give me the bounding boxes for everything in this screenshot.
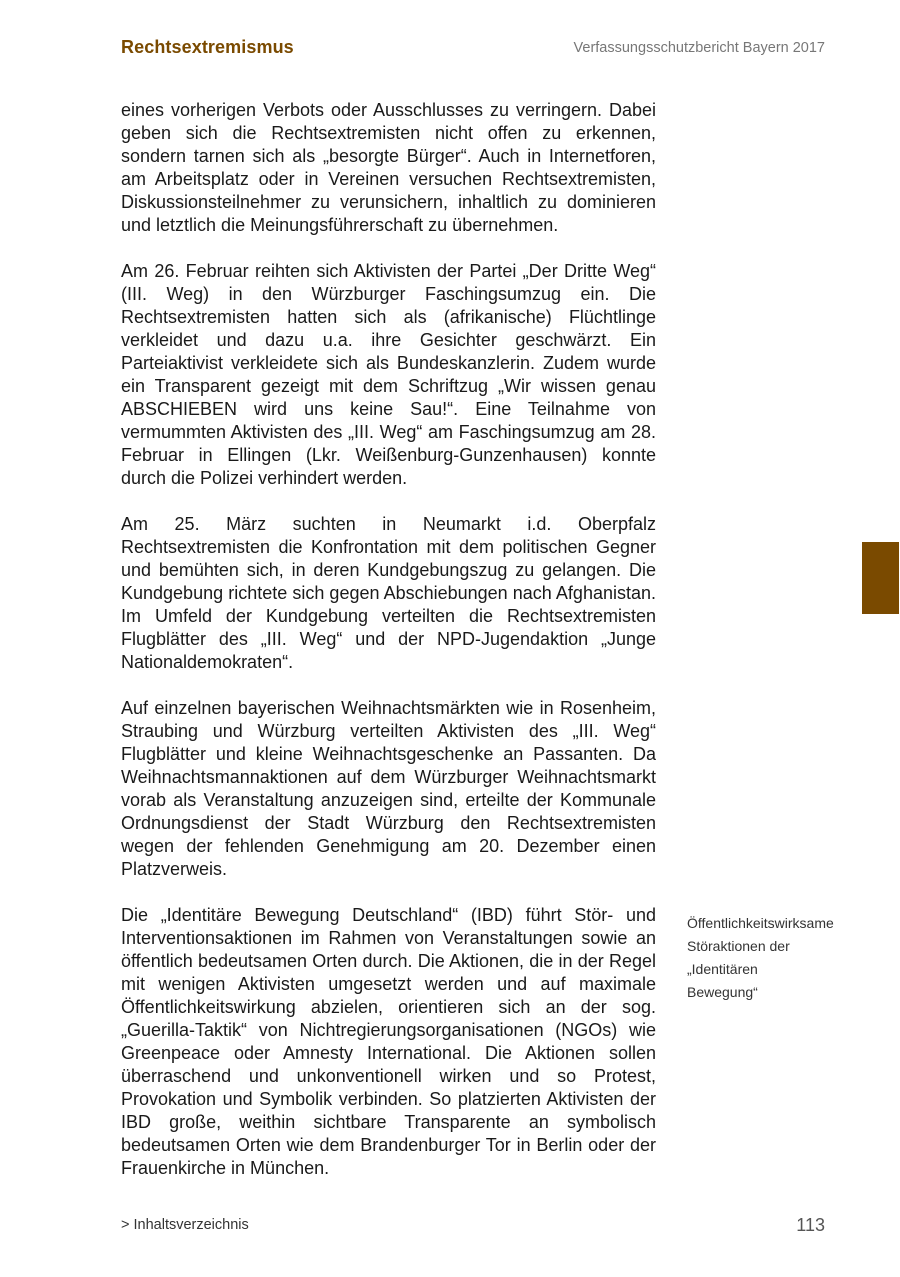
paragraph-3: Am 25. März suchten in Neumarkt i.d. Oberpfalz Rechtsextremisten die Konfrontation mit dem politischen Gegner und bemühten sich, in deren Kundgebungszug zu gelangen. Die Kundgebung richtete sich gegen Abschiebungen nach Afghanistan. Im Umfeld der Kundgebung verteilten die Rechtsextremisten Flugblätter des „III. Weg“ und der NPD-Jugendaktion „Junge Nationaldemokraten“. bbox=[121, 514, 656, 672]
main-text bbox=[121, 99, 656, 1203]
chapter-tab-marker bbox=[862, 542, 899, 614]
paragraph-5: Die „Identitäre Bewegung Deutschland“ (IBD) führt Stör- und Interventionsaktionen im Rahmen von Veranstaltungen sowie an öffentlich bedeutsamen Orten durch. Die Aktionen, die in der Regel mit wenigen Aktivisten umgesetzt werden und auf maximale Öffentlichkeitswirkung abzielen, orientieren sich an der sog. „Guerilla-Taktik“ von Nichtregierungsorganisationen (NGOs) wie Greenpeace oder Amnesty International. Die Aktionen sollen überraschend und unkonventionell wirken und so Protest, Provokation und Symbolik verbinden. So platzierten Aktivisten der IBD große, weithin sichtbare Transparente an symbolisch bedeutsamen Orten wie dem Brandenburger Tor in Berlin oder der Frauenkirche in München. bbox=[121, 905, 656, 1178]
table-of-contents-link[interactable]: > Inhaltsverzeichnis bbox=[121, 1217, 249, 1233]
publication-title: Verfassungsschutzbericht Bayern 2017 bbox=[573, 40, 825, 56]
paragraph-2: Am 26. Februar reihten sich Aktivisten der Partei „Der Dritte Weg“ (III. Weg) in den Würzburger Faschingsumzug ein. Die Rechtsextremisten hatten sich als (afrikanische) Flüchtlinge verkleidet und dazu u.a. ihre Gesichter geschwärzt. Ein Parteiaktivist verkleidete sich als Bundeskanzlerin. Zudem wurde ein Transparent gezeigt mit dem Schriftzug „Wir wissen genau ABSCHIEBEN wird uns keine Sau!“. Eine Teilnahme von vermummten Aktivisten des „III. Weg“ am Faschingsumzug am 28. Februar in Ellingen (Lkr. Weißenburg-Gunzenhausen) konnte durch die Polizei verhindert werden. bbox=[121, 261, 656, 488]
page-number: 113 bbox=[796, 1215, 825, 1235]
section-title: Rechtsextremismus bbox=[121, 37, 294, 57]
paragraph-1: eines vorherigen Verbots oder Ausschlusses zu verringern. Dabei geben sich die Rechtsextremisten nicht offen zu erkennen, sondern tarnen sich als „besorgte Bürger“. Auch in Internetforen, am Arbeitsplatz oder in Vereinen versuchen Rechtsextremisten, Diskussionsteilnehmer zu verunsichern, inhaltlich zu dominieren und letztlich die Meinungsführerschaft zu übernehmen. bbox=[121, 100, 656, 235]
paragraph-4: Auf einzelnen bayerischen Weihnachtsmärkten wie in Rosenheim, Straubing und Würzburg verteilten Aktivisten des „III. Weg“ Flugblätter und kleine Weihnachtsgeschenke an Passanten. Da Weihnachtsmannaktionen auf dem Würzburger Weihnachtsmarkt vorab als Veranstaltung anzuzeigen sind, erteilte der Kommunale Ordnungsdienst der Stadt Würzburg den Rechtsextremisten wegen der fehlenden Genehmigung am 20. Dezember einen Platzverweis. bbox=[121, 698, 656, 879]
margin-note: Öffentlichkeitswirksame Störaktionen der „Identitären Bewegung“ bbox=[687, 915, 834, 1000]
